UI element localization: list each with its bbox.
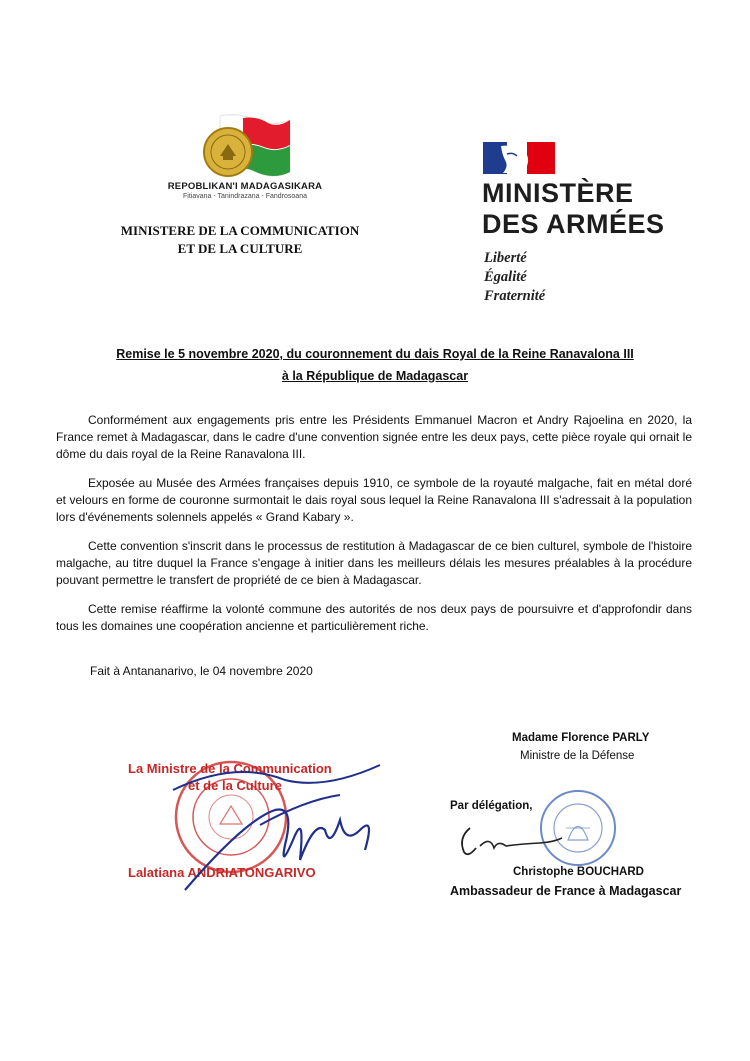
right-handwritten-signature-icon xyxy=(450,818,570,863)
document-body xyxy=(56,412,692,647)
body-paragraph-1: Conformément aux engagements pris entre les Présidents Emmanuel Macron et Andry Rajoelina en 2020, la France remet à Madagascar, dans le cadre d'une convention signée entre les deux pays, cette pièce royale qui ornait le dôme du dais royal de la Reine Ranavalona III. xyxy=(56,413,692,461)
document-title xyxy=(60,343,690,387)
right-signer-role: Ambassadeur de France à Madagascar xyxy=(450,884,682,898)
left-signatory-title-line-1: La Ministre de la Communication xyxy=(128,761,332,776)
delegation-note: Par délégation, xyxy=(450,800,533,812)
french-motto xyxy=(484,249,545,306)
french-ministry-title xyxy=(482,178,665,240)
ministry-line-2: ET DE LA CULTURE xyxy=(177,241,303,256)
right-signatory-role: Ministre de la Défense xyxy=(520,750,635,762)
body-paragraph-3: Cette convention s'inscrit dans le processus de restitution à Madagascar de ce bien culturel, symbole de l'histoire malgache, au titre duquel la France s'engage à initier dans les meilleurs délais les mesures préalables à la procédure pouvant permettre le transfert de propriété de ce bien à Madagascar. xyxy=(56,539,692,587)
madagascar-emblem-caption xyxy=(155,181,335,200)
motto-egalite: Égalité xyxy=(484,269,527,285)
left-signatory-title-line-2: et de la Culture xyxy=(188,778,282,793)
motto-liberte: Liberté xyxy=(484,250,527,266)
republic-name: REPOBLIKAN'I MADAGASIKARA xyxy=(167,181,323,192)
republic-motto: Fitiavana - Tanindrazana - Fandrosoana xyxy=(182,193,307,200)
left-handwritten-signature-icon xyxy=(165,750,395,900)
french-ministry-line-1: MINISTÈRE xyxy=(482,178,634,208)
ministry-line-1: MINISTERE DE LA COMMUNICATION xyxy=(120,223,360,238)
body-paragraph-2: Exposée au Musée des Armées françaises depuis 1910, ce symbole de la royauté malgache, fait en métal doré et velours en forme de couronne surmontait le dais royal sous lequel la Reine Ranavalona III s'adressait à la population lors d'événements solennels appelés « Grand Kabary ». xyxy=(56,476,692,524)
madagascar-ministry-name xyxy=(90,222,390,258)
madagascar-emblem-icon xyxy=(198,112,293,192)
right-signer-name: Christophe BOUCHARD xyxy=(513,866,644,878)
document-title-line-2: à la République de Madagascar xyxy=(281,369,469,383)
right-signatory-name: Madame Florence PARLY xyxy=(512,732,650,744)
left-signatory-name: Lalatiana ANDRIATONGARIVO xyxy=(128,865,316,880)
document-title-line-1: Remise le 5 novembre 2020, du couronnement du dais Royal de la Reine Ranavalona III xyxy=(116,347,634,361)
motto-fraternite: Fraternité xyxy=(484,288,546,304)
place-and-date: Fait à Antananarivo, le 04 novembre 2020 xyxy=(90,664,313,678)
marianne-logo-icon xyxy=(483,142,555,174)
french-ministry-line-2: DES ARMÉES xyxy=(482,209,665,239)
body-paragraph-4: Cette remise réaffirme la volonté commune des autorités de nos deux pays de poursuivre et d'approfondir dans tous les domaines une coopération ancienne et particulièrement riche. xyxy=(56,602,692,633)
